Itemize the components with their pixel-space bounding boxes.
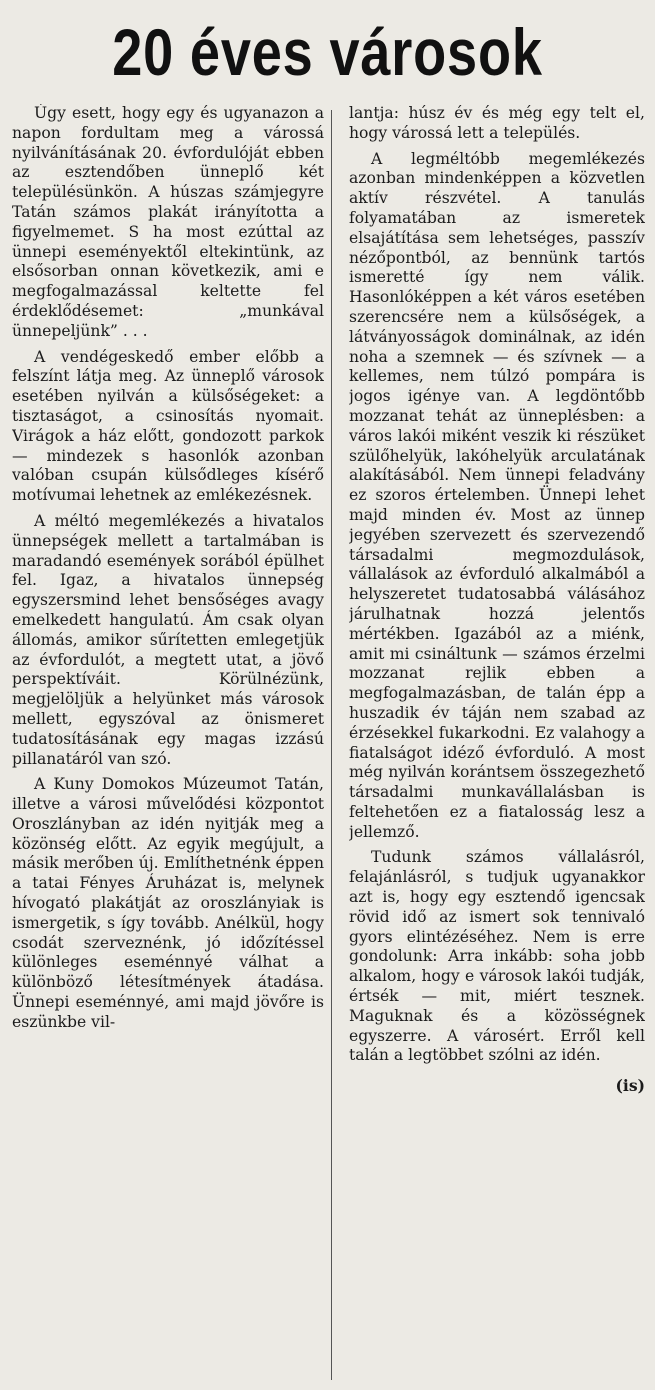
paragraph-1: Úgy esett, hogy egy és ugyanazon a napon fordultam meg a várossá nyilvánításának 20. évfordulóját ebben az esztendőben ünneplő két településünkön. A húszas számjegyre Tatán számos plakát irányította a figyelmemet. S ha most ezúttal az ünnepi eseményektől eltekintünk, az elsősorban onnan következik, ami e megfogalmazással keltette fel érdeklődésemet: „munkával ünnepeljünk” . . . bbox=[12, 104, 324, 340]
article-columns bbox=[12, 104, 645, 1386]
signature: (is) bbox=[615, 1076, 645, 1096]
headline: 20 éves városok bbox=[112, 15, 543, 89]
paragraph-3: A méltó megemlékezés a hivatalos ünnepségek mellett a tartalmában is maradandó események sorából épülhet fel. Igaz, a hivatalos ünnepség egyszersmind lehet bensőséges avagy emelkedett hangulatú. Ám csak olyan állomás, amikor sűrítetten emlegetjük az évfordulót, a megtett utat, a jövő perspektíváit. Körülnézünk, megjelöljük a helyünket más városok mellett, egyszóval az önismeret tudatosításának egy magas izzású pillanatáról van szó. bbox=[12, 511, 324, 768]
paragraph-4: A Kuny Domokos Múzeumot Tatán, illetve a városi művelődési központot Oroszlányban az idén nyitják meg a közönség előtt. Az egyik megújult, a másik merőben új. Említhetnénk éppen a tatai Fényes Áruházat is, melynek hívogató plakátját az oroszlányiak is ismergetik, s így tovább. Anélkül, hogy csodát szerveznénk, jó időzítéssel különleges eseménnyé válhat a különböző létesítmények átadása. Ünnepi eseménnyé, ami majd jövőre is eszünkbe vil- bbox=[12, 775, 324, 1031]
paragraph-6: A legméltóbb megemlékezés azonban mindenképpen a közvetlen aktív részvétel. A tanulás folyamatában az ismeretek elsajátítása sem lehetséges, passzív nézőpontból, az bennünk tartós ismeretté így nem válik. Hasonlóképpen a két város esetében szerencsére nem a külsőségek, a látványosságok dominálnak, az idén noha a szemnek — és szívnek — a kellemes, nem túlzó pompára is jogos igénye van. A legdöntőbb mozzanat tehát az ünneplésben: a város lakói miként veszik ki részüket szülőhelyük, lakóhelyük arculatának alakításából. Nem ünnepi feladvány ez szoros értelemben. Ünnepi lehet majd minden év. Most az ünnep jegyében szervezett és szervezendő társadalmi megmozdulások, vállalások az évforduló alkalmából a helyszeretet tudatosabbá válásához járulhatnak hozzá jelentős mértékben. Igazából az a miénk, amit mi csináltunk — számos érzelmi mozzanat rejlik ebben a megfogalmazásban, de talán épp a huszadik év táján nem szabad az érzésekkel fukarkodni. Ez valahogy a fiatalságot idéző évforduló. A most még nyilván korántsem összegezhető társadalmi munkavállalásban is feltehetően ez a fiatalosság lesz a jellemző. bbox=[349, 149, 645, 841]
column-divider bbox=[331, 110, 332, 1380]
paragraph-2: A vendégeskedő ember előbb a felszínt látja meg. Az ünneplő városok esetében nyilván a külsőségeket: a tisztaságot, a csinosítás nyomait. Virágok a ház előtt, gondozott parkok — mindezek s hasonlók azonban valóban csupán külsődleges kísérő motívumai lehetnek az emlékezésnek. bbox=[12, 347, 324, 505]
right-column bbox=[349, 104, 645, 1386]
paragraph-5: lantja: húsz év és még egy telt el, hogy várossá lett a település. bbox=[349, 104, 645, 142]
paragraph-7: Tudunk számos vállalásról, felajánlásról, s tudjuk ugyanakkor azt is, hogy egy esztendő igencsak rövid idő az ismert sok tennivaló gyors elintézéséhez. Nem is erre gondolunk: Arra inkább: soha jobb alkalom, hogy e városok lakói tudják, értsék — mit, miért tesznek. Maguknak és a közösségnek egyszerre. A városért. Erről kell talán a legtöbbet szólni az idén. bbox=[349, 848, 645, 1065]
left-column bbox=[12, 104, 324, 1386]
